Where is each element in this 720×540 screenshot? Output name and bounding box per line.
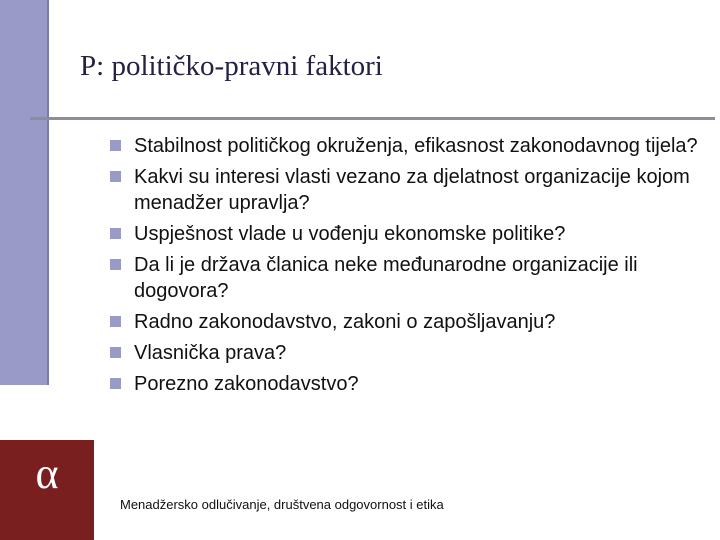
- slide-footer: Menadžersko odlučivanje, društvena odgovornost i etika: [120, 497, 444, 512]
- square-bullet-icon: [110, 378, 121, 389]
- slide-title-text: : političko-pravni faktori: [96, 50, 383, 82]
- square-bullet-icon: [110, 228, 121, 239]
- square-bullet-icon: [110, 347, 121, 358]
- slide-title: [80, 50, 383, 83]
- bullet-list: [108, 133, 698, 402]
- slide-title-prefix: P: [80, 50, 97, 82]
- bullet-text: Da li je država članica neke međunarodne organizacije ili dogovora?: [134, 254, 638, 302]
- bullet-text: Porezno zakonodavstvo?: [134, 373, 359, 395]
- bullet-item: [108, 252, 698, 304]
- bullet-item: [108, 221, 698, 247]
- bullet-text: Radno zakonodavstvo, zakoni o zapošljavanju?: [134, 311, 556, 333]
- bullet-item: [108, 309, 698, 335]
- square-bullet-icon: [110, 259, 121, 270]
- square-bullet-icon: [110, 140, 121, 151]
- bullet-text: Uspješnost vlade u vođenju ekonomske politike?: [134, 223, 566, 245]
- square-bullet-icon: [110, 316, 121, 327]
- title-divider: [30, 117, 715, 120]
- bullet-item: [108, 340, 698, 366]
- bullet-text: Vlasnička prava?: [134, 342, 287, 364]
- left-accent-bar-edge: [47, 0, 49, 385]
- bullet-text: Stabilnost političkog okruženja, efikasnost zakonodavnog tijela?: [134, 135, 698, 157]
- bullet-text: Kakvi su interesi vlasti vezano za djelatnost organizacije kojom menadžer upravlja?: [134, 166, 690, 214]
- bullet-item: [108, 164, 698, 216]
- bullet-item: [108, 133, 698, 159]
- square-bullet-icon: [110, 171, 121, 182]
- left-accent-bar: [0, 0, 47, 385]
- bullet-item: [108, 371, 698, 397]
- alpha-logo-icon: α: [35, 449, 59, 498]
